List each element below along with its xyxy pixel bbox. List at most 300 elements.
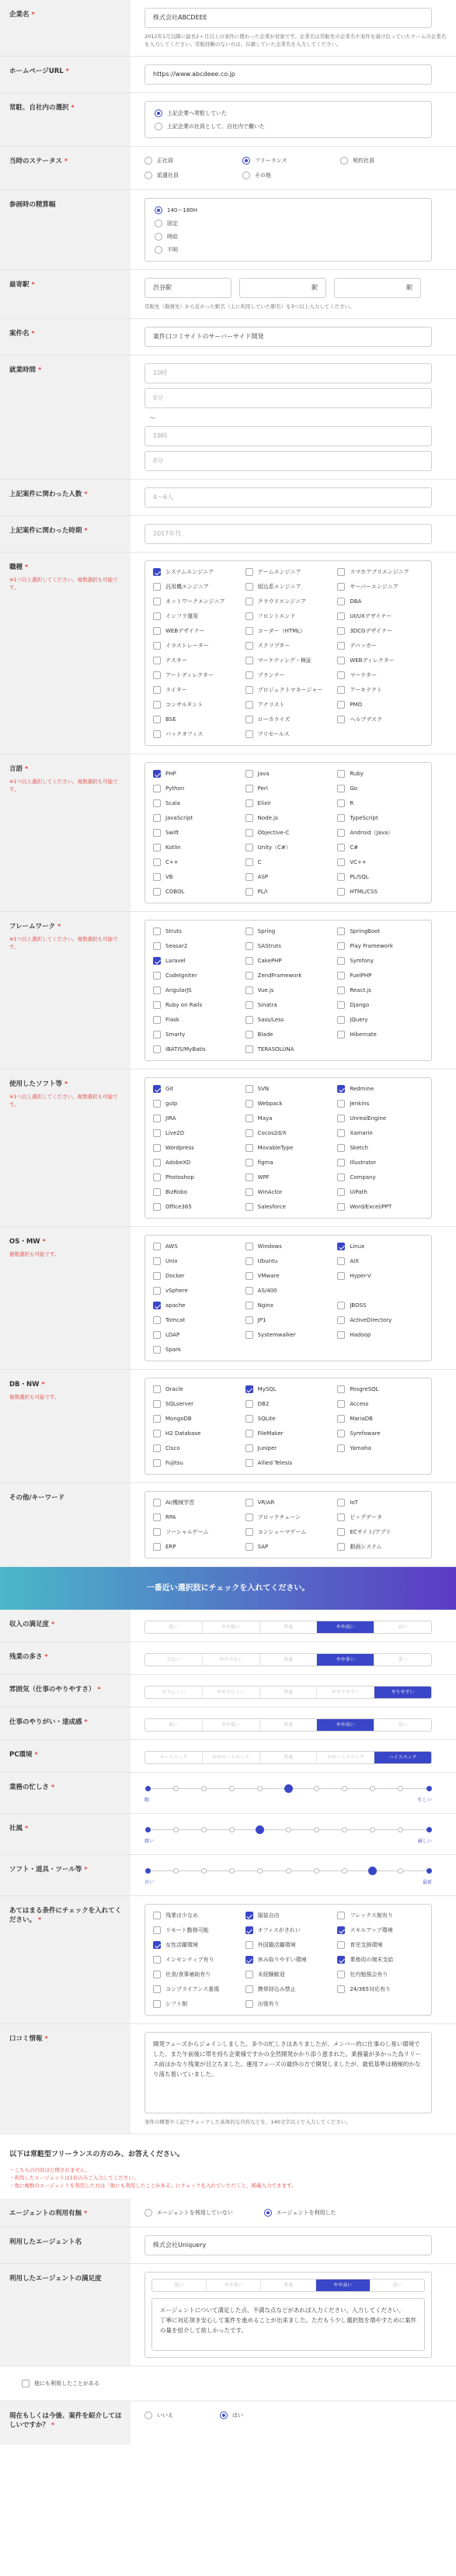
rating-segment[interactable]: ハイスペック <box>374 1752 431 1763</box>
checkbox-option[interactable] <box>245 1028 332 1041</box>
checkbox-option[interactable] <box>245 1939 332 1951</box>
rating-segment[interactable]: やや高い <box>317 1621 374 1633</box>
checkbox-option[interactable] <box>153 1127 239 1139</box>
checkbox-option[interactable] <box>153 1142 239 1154</box>
checkbox-option[interactable] <box>245 1186 332 1198</box>
radio-option[interactable] <box>242 169 334 182</box>
checkbox-option[interactable] <box>153 1156 239 1169</box>
checkbox-option[interactable] <box>153 1924 239 1936</box>
checkbox-option[interactable] <box>245 1457 332 1469</box>
checkbox-option[interactable] <box>153 1909 239 1922</box>
checkbox-option[interactable] <box>245 1383 332 1395</box>
checkbox-box <box>245 1459 253 1467</box>
checkbox-option[interactable] <box>337 1383 423 1395</box>
slider-step[interactable] <box>201 1786 207 1791</box>
checkbox-option[interactable] <box>337 640 423 652</box>
checkbox-option[interactable] <box>153 955 239 967</box>
slider-step[interactable] <box>314 1827 319 1832</box>
slider-step[interactable] <box>426 1827 432 1832</box>
checkbox-option[interactable] <box>337 1201 423 1213</box>
rating-segment[interactable]: ややりにくい <box>203 1687 260 1698</box>
rating-segment[interactable]: やや低い <box>207 2280 261 2291</box>
radio-option[interactable] <box>144 169 236 182</box>
radio-option[interactable] <box>340 154 432 167</box>
checkbox-option[interactable] <box>153 1939 239 1951</box>
radio-option[interactable] <box>220 2409 243 2422</box>
checkbox-option[interactable] <box>245 1329 332 1341</box>
checkbox-option[interactable] <box>245 699 332 711</box>
checkbox-option[interactable] <box>245 1240 332 1253</box>
checkbox-option[interactable] <box>153 1043 239 1056</box>
checkbox-option[interactable] <box>153 1998 239 2010</box>
rating-segment[interactable]: 普通 <box>260 1719 318 1731</box>
radio-option[interactable] <box>155 230 422 243</box>
checkbox-option[interactable] <box>245 768 332 780</box>
checkbox-option[interactable] <box>153 1014 239 1026</box>
checkbox-option[interactable] <box>153 1526 239 1538</box>
slider-step[interactable] <box>398 1786 403 1791</box>
checkbox-option[interactable] <box>337 999 423 1011</box>
radio-option[interactable] <box>155 203 422 217</box>
slider-step[interactable] <box>342 1786 347 1791</box>
checkbox-option[interactable] <box>245 969 332 982</box>
checkbox-option[interactable] <box>337 1270 423 1282</box>
checkbox-option[interactable] <box>153 1541 239 1553</box>
checkbox-option[interactable] <box>153 1112 239 1125</box>
checkbox-option[interactable] <box>337 1924 423 1936</box>
period-input[interactable]: 2017年代 <box>144 524 432 544</box>
slider-step[interactable] <box>257 1786 263 1791</box>
slider-step[interactable] <box>229 1827 235 1832</box>
checkbox-option[interactable] <box>337 699 423 711</box>
checkbox-option[interactable] <box>153 1285 239 1297</box>
rating-segment[interactable]: 高い <box>398 1722 408 1728</box>
checkbox-option[interactable] <box>337 1442 423 1454</box>
checkbox-option[interactable] <box>153 812 239 824</box>
slider-step[interactable] <box>145 1786 151 1791</box>
checkbox-option[interactable] <box>337 768 423 780</box>
checkbox-option[interactable] <box>153 713 239 726</box>
checkbox-option[interactable] <box>337 1541 423 1553</box>
checkbox-option[interactable] <box>245 1097 332 1110</box>
rating-segment[interactable]: ややロースペック <box>203 1752 260 1763</box>
checkbox-option[interactable] <box>337 1156 423 1169</box>
checkbox-option[interactable] <box>337 654 423 667</box>
start-minute-input[interactable]: 0分 <box>144 388 432 408</box>
checkbox-option[interactable] <box>337 713 423 726</box>
option-label: Photoshop <box>165 1174 194 1181</box>
checkbox-option[interactable] <box>245 1442 332 1454</box>
checkbox-option[interactable] <box>245 955 332 967</box>
checkbox-option[interactable] <box>153 1028 239 1041</box>
checkbox-option[interactable] <box>245 1299 332 1312</box>
checkbox-option[interactable] <box>245 1427 332 1440</box>
company-input[interactable]: 株式会社ABCDEEE <box>144 8 432 28</box>
slider-step[interactable] <box>314 1786 319 1791</box>
checkbox-option[interactable] <box>337 1968 423 1981</box>
checkbox-option[interactable] <box>245 1496 332 1509</box>
checkbox-option[interactable] <box>153 1496 239 1509</box>
rating-segment[interactable]: やや低い <box>203 1621 260 1633</box>
checkbox-option[interactable] <box>153 1171 239 1184</box>
checkbox-option[interactable] <box>153 1968 239 1981</box>
checkbox-option[interactable] <box>245 1398 332 1410</box>
checkbox-option[interactable] <box>337 1314 423 1326</box>
slider-step[interactable] <box>257 1868 263 1874</box>
checkbox-option[interactable] <box>153 1186 239 1198</box>
rating-segment[interactable]: ややりやすい <box>317 1687 374 1698</box>
slider-step[interactable] <box>426 1786 432 1791</box>
checkbox-option[interactable] <box>245 1255 332 1267</box>
checkbox-option[interactable] <box>245 1043 332 1056</box>
rating-segment[interactable]: ややハイスペック <box>317 1752 374 1763</box>
rating-segment[interactable]: やりにくい <box>145 1687 203 1698</box>
checkbox-option[interactable] <box>153 1343 239 1356</box>
checkbox-option[interactable] <box>153 654 239 667</box>
slider-handle[interactable] <box>284 1784 293 1793</box>
checkbox-option[interactable] <box>245 595 332 608</box>
checkbox-option[interactable] <box>245 669 332 681</box>
checkbox-option[interactable] <box>153 969 239 982</box>
checkbox-option[interactable] <box>245 610 332 622</box>
checkbox-option[interactable] <box>245 984 332 997</box>
checkbox-option[interactable] <box>245 999 332 1011</box>
checkbox-option[interactable] <box>245 1909 332 1922</box>
checkbox-option[interactable] <box>245 1998 332 2010</box>
option-label: フロントエンド <box>257 613 296 619</box>
slider-step[interactable] <box>370 1827 375 1832</box>
checkbox-option[interactable] <box>245 1142 332 1154</box>
checkbox-option[interactable] <box>245 1413 332 1425</box>
checkbox-option[interactable] <box>153 768 239 780</box>
slider-step[interactable] <box>370 1786 375 1791</box>
checkbox-option[interactable] <box>153 625 239 637</box>
slider-step[interactable] <box>342 1868 347 1874</box>
checkbox-option[interactable] <box>153 1511 239 1524</box>
checkbox-option[interactable] <box>337 1427 423 1440</box>
checkbox-option[interactable] <box>337 856 423 868</box>
checkbox-option[interactable] <box>337 1496 423 1509</box>
radio-option[interactable] <box>155 120 422 133</box>
option-label: 服装自由 <box>257 1912 280 1919</box>
checkbox-option[interactable] <box>245 1014 332 1026</box>
rating-segment[interactable]: 普通 <box>260 1687 318 1698</box>
rating-segment[interactable]: やや多い <box>317 1654 374 1666</box>
checkbox-option[interactable] <box>337 1097 423 1110</box>
slider-step[interactable] <box>342 1827 347 1832</box>
station-input-2[interactable]: 駅 <box>239 278 326 298</box>
checkbox-option[interactable] <box>153 1083 239 1095</box>
checkbox-option[interactable] <box>245 1201 332 1213</box>
checkbox-option[interactable] <box>337 684 423 696</box>
checkbox-option[interactable] <box>245 827 332 839</box>
radio-option[interactable] <box>144 2207 233 2219</box>
checkbox-option[interactable] <box>245 925 332 938</box>
slider-step[interactable] <box>398 1868 403 1874</box>
checkbox-option[interactable] <box>337 925 423 938</box>
checkbox-option[interactable] <box>153 999 239 1011</box>
checkbox-option[interactable] <box>337 1112 423 1125</box>
station-input-1[interactable]: 渋谷駅 <box>144 278 231 298</box>
checkbox-option[interactable] <box>337 1398 423 1410</box>
checkbox-option[interactable] <box>153 699 239 711</box>
checkbox-option[interactable] <box>337 669 423 681</box>
checkbox-option[interactable] <box>153 1413 239 1425</box>
checkbox-option[interactable] <box>337 581 423 593</box>
checkbox-option[interactable] <box>337 841 423 854</box>
checkbox-option[interactable] <box>245 640 332 652</box>
checkbox-option[interactable] <box>153 581 239 593</box>
checkbox-option[interactable] <box>153 1983 239 1995</box>
checkbox-box <box>245 1188 253 1196</box>
checkbox-option[interactable] <box>245 841 332 854</box>
agent-name-input[interactable]: 株式会社Uniquery <box>144 2235 432 2255</box>
slider-step[interactable] <box>173 1786 179 1791</box>
rating-segment[interactable]: やや低い <box>203 1719 260 1731</box>
checkbox-option[interactable] <box>153 1201 239 1213</box>
rating-slider[interactable] <box>144 1780 432 1805</box>
checkbox-option[interactable] <box>245 625 332 637</box>
rating-segment[interactable]: 普通 <box>260 1752 318 1763</box>
checkbox-option[interactable] <box>153 1270 239 1282</box>
checkbox-option[interactable] <box>245 1511 332 1524</box>
checkbox-option[interactable] <box>153 871 239 883</box>
slider-row <box>0 1855 456 1896</box>
checkbox-option[interactable] <box>153 610 239 622</box>
checkbox-option[interactable] <box>337 812 423 824</box>
rating-segment[interactable]: やや高い <box>316 2280 371 2291</box>
checkbox-option[interactable] <box>245 1954 332 1966</box>
checkbox-option[interactable] <box>337 1511 423 1524</box>
checkbox-option[interactable] <box>337 1014 423 1026</box>
slider-step[interactable] <box>314 1868 319 1874</box>
checkbox-option[interactable] <box>153 1383 239 1395</box>
checkbox-option[interactable] <box>337 1983 423 1995</box>
checkbox-option[interactable] <box>245 886 332 898</box>
checkbox-option[interactable] <box>337 1329 423 1341</box>
checkbox-option[interactable] <box>245 1983 332 1995</box>
checkbox-option[interactable] <box>153 984 239 997</box>
slider-step[interactable] <box>286 1827 291 1832</box>
slider-step[interactable] <box>145 1827 151 1832</box>
checkbox-option[interactable] <box>245 1924 332 1936</box>
radio-option[interactable] <box>144 154 236 167</box>
radio-option[interactable] <box>242 154 334 167</box>
checkbox-option[interactable] <box>245 1112 332 1125</box>
checkbox-option[interactable] <box>245 782 332 795</box>
radio-option[interactable] <box>155 106 422 120</box>
radio-option[interactable] <box>144 2409 173 2422</box>
project-input[interactable]: 案件口コミサイトのサーバーサイド開発 <box>144 327 432 347</box>
checkbox-option[interactable] <box>245 1083 332 1095</box>
checkbox-option[interactable] <box>153 1240 239 1253</box>
checkbox-option[interactable] <box>337 610 423 622</box>
checkbox-option[interactable] <box>153 595 239 608</box>
checkbox-box <box>153 986 161 994</box>
slider-step[interactable] <box>426 1868 432 1874</box>
checkbox-option[interactable] <box>337 1186 423 1198</box>
start-hour-input[interactable]: 10時 <box>144 363 432 383</box>
radio-option[interactable] <box>155 243 422 256</box>
rating-segment[interactable]: 低い <box>152 2280 207 2291</box>
other-agent-checkbox[interactable] <box>22 2377 434 2390</box>
checkbox-option[interactable] <box>153 1398 239 1410</box>
station-input-3[interactable]: 駅 <box>334 278 421 298</box>
slider-step[interactable] <box>173 1868 179 1874</box>
checkbox-option[interactable] <box>337 1127 423 1139</box>
checkbox-option[interactable] <box>245 1968 332 1981</box>
rating-slider[interactable] <box>144 1822 432 1846</box>
checkbox-option[interactable] <box>337 625 423 637</box>
checkbox-option[interactable] <box>153 797 239 810</box>
checkbox-option[interactable] <box>153 1329 239 1341</box>
checkbox-option[interactable] <box>245 1285 332 1297</box>
checkbox-option[interactable] <box>153 856 239 868</box>
checkbox-option[interactable] <box>337 595 423 608</box>
agent-sat-textarea[interactable]: エージェントについて満足した点、不満な点などがあれば入力ください。入力してください。 丁寧に対応頂き安心して案件を進めることが出来ました。ただもう少し選択肢を増やすために案件の量を紹介して欲しかったです。 <box>151 2298 425 2351</box>
checkbox-option[interactable] <box>245 581 332 593</box>
option-label: Live2D <box>165 1130 185 1136</box>
rating-segment[interactable]: 高い <box>392 2283 402 2288</box>
rating-segment[interactable]: 普通 <box>260 1621 318 1633</box>
checkbox-option[interactable] <box>153 886 239 898</box>
slider-step[interactable] <box>398 1827 403 1832</box>
checkbox-option[interactable] <box>337 797 423 810</box>
checkbox-option[interactable] <box>153 1427 239 1440</box>
checkbox-option[interactable] <box>337 886 423 898</box>
slider-handle[interactable] <box>368 1867 377 1875</box>
rating-segment[interactable]: やや少ない <box>203 1654 260 1666</box>
checkbox-option[interactable] <box>245 654 332 667</box>
checkbox-option[interactable] <box>337 1171 423 1184</box>
rating-segment[interactable]: 低い <box>145 1719 203 1731</box>
checkbox-option[interactable] <box>337 871 423 883</box>
checkbox-option[interactable] <box>337 1939 423 1951</box>
checkbox-option[interactable] <box>153 1255 239 1267</box>
checkbox-option[interactable] <box>153 1097 239 1110</box>
checkbox-option[interactable] <box>337 969 423 982</box>
checkbox-option[interactable] <box>245 1127 332 1139</box>
checkbox-option[interactable] <box>153 1442 239 1454</box>
option-label: システムエンジニア <box>165 569 214 575</box>
checkbox-option[interactable] <box>337 1083 423 1095</box>
checkbox-option[interactable] <box>337 1413 423 1425</box>
rating-segment[interactable]: 少ない <box>145 1654 203 1666</box>
homepage-input[interactable]: https://www.abcdeee.co.jp <box>144 64 432 85</box>
checkbox-option[interactable] <box>245 856 332 868</box>
checkbox-box <box>337 583 345 591</box>
checkbox-option[interactable] <box>153 1299 239 1312</box>
slider-step[interactable] <box>201 1827 207 1832</box>
radio-option[interactable] <box>155 217 422 230</box>
end-hour-input[interactable]: 19時 <box>144 426 432 446</box>
checkbox-option[interactable] <box>153 1954 239 1966</box>
checkbox-option[interactable] <box>337 566 423 578</box>
rate-options <box>144 198 432 262</box>
radio-option[interactable] <box>264 2207 336 2219</box>
slider-handle[interactable] <box>256 1825 264 1834</box>
checkbox-option[interactable] <box>245 1171 332 1184</box>
checkbox-box <box>245 1031 253 1038</box>
checkbox-option[interactable] <box>245 1156 332 1169</box>
rating-segment[interactable]: 低い <box>145 1621 203 1633</box>
checkbox-option[interactable] <box>153 566 239 578</box>
people-input[interactable]: 4〜6人 <box>144 487 432 508</box>
checkbox-box <box>245 785 253 792</box>
checkbox-option[interactable] <box>153 925 239 938</box>
checkbox-option[interactable] <box>245 1526 332 1538</box>
checkbox-option[interactable] <box>337 782 423 795</box>
checkbox-option[interactable] <box>337 1028 423 1041</box>
checkbox-option[interactable] <box>245 1314 332 1326</box>
review-textarea[interactable]: 開発フェーズからジョインしました。多少の忙しさはありましたが、メンバー的に仕事のし易い環境でした。また午前後に帯を持ち企業様ですかの全然開発かかり添う恵まれた。業務量が多かった為リリース前はかなり残業が目立ちました。運用フェーズの最終の方で開発しましたが、最低基準は積極的かなり落ち着いていました。 <box>144 2032 432 2113</box>
checkbox-option[interactable] <box>337 1240 423 1253</box>
checkbox-option[interactable] <box>337 827 423 839</box>
checkbox-option[interactable] <box>153 728 239 740</box>
checkbox-option[interactable] <box>337 1255 423 1267</box>
checkbox-option[interactable] <box>153 684 239 696</box>
checkbox-option[interactable] <box>245 684 332 696</box>
checkbox-option[interactable] <box>153 827 239 839</box>
rating-segment[interactable]: 普通 <box>260 1654 318 1666</box>
checkbox-option[interactable] <box>153 940 239 952</box>
slider-step[interactable] <box>286 1868 291 1874</box>
slider-step[interactable] <box>145 1868 151 1874</box>
checkbox-option[interactable] <box>337 955 423 967</box>
checkbox-option[interactable] <box>337 1526 423 1538</box>
checkbox-option[interactable] <box>153 841 239 854</box>
checkbox-option[interactable] <box>153 1457 239 1469</box>
slider-max-label: 最新 <box>422 1880 432 1885</box>
checkbox-option[interactable] <box>337 1954 423 1966</box>
rating-segment[interactable]: 多い <box>398 1657 408 1662</box>
slider-step[interactable] <box>201 1868 207 1874</box>
checkbox-option[interactable] <box>245 940 332 952</box>
checkbox-option[interactable] <box>337 940 423 952</box>
checkbox-option[interactable] <box>245 797 332 810</box>
slider-row <box>0 1814 456 1855</box>
checkbox-option[interactable] <box>245 1270 332 1282</box>
end-minute-input[interactable]: 0分 <box>144 451 432 471</box>
checkbox-option[interactable] <box>337 1142 423 1154</box>
rating-segment[interactable]: 普通 <box>261 2280 315 2291</box>
rating-segment[interactable]: やや高い <box>317 1719 374 1731</box>
checkbox-option[interactable] <box>337 1299 423 1312</box>
checkbox-option[interactable] <box>245 812 332 824</box>
checkbox-option[interactable] <box>337 1909 423 1922</box>
rating-slider[interactable] <box>144 1863 432 1888</box>
checkbox-box <box>153 1459 161 1467</box>
checkbox-box <box>245 1956 253 1964</box>
checkbox-option[interactable] <box>337 984 423 997</box>
option-label: インセンティブ有り <box>165 1957 214 1963</box>
checkbox-option[interactable] <box>245 566 332 578</box>
checkbox-option[interactable] <box>153 640 239 652</box>
rating-segment[interactable]: やりやすい <box>374 1687 431 1698</box>
checkbox-option[interactable] <box>153 669 239 681</box>
rating-segment[interactable]: ロースペック <box>145 1752 203 1763</box>
slider-step[interactable] <box>229 1786 235 1791</box>
rating-segment[interactable]: 高い <box>398 1624 408 1630</box>
slider-step[interactable] <box>229 1868 235 1874</box>
checkbox-option[interactable] <box>245 1541 332 1553</box>
checkbox-option[interactable] <box>245 871 332 883</box>
checkbox-option[interactable] <box>245 713 332 726</box>
checkbox-option[interactable] <box>153 1314 239 1326</box>
checkbox-option[interactable] <box>153 782 239 795</box>
checkbox-option[interactable] <box>245 728 332 740</box>
slider-step[interactable] <box>173 1827 179 1832</box>
